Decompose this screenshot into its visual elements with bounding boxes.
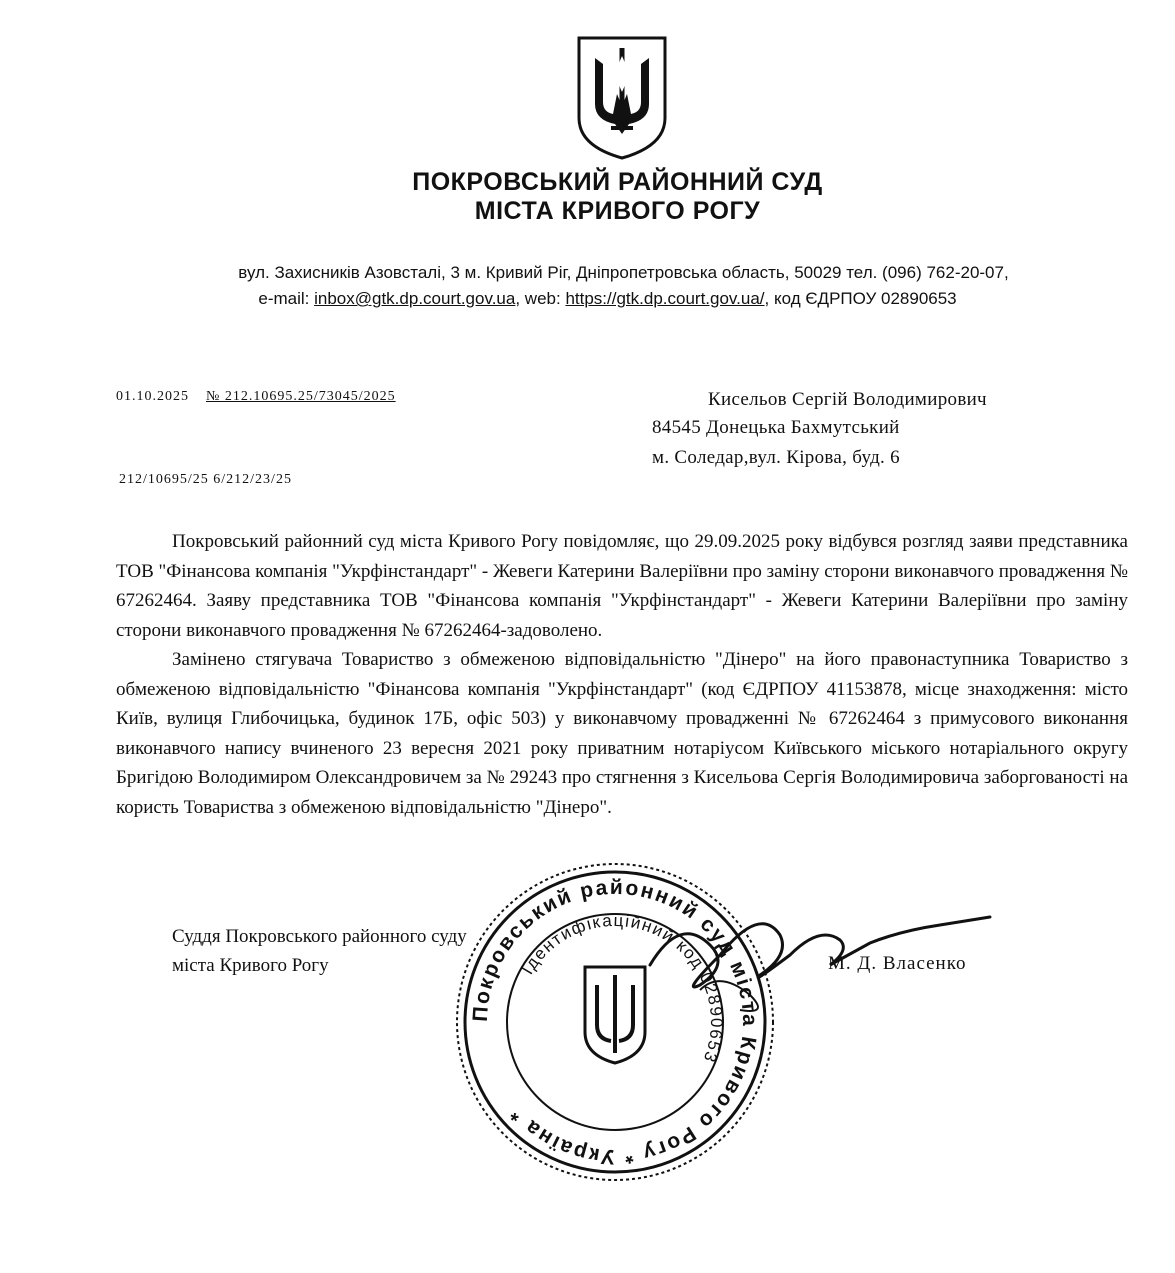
body-paragraph-2: Замінено стягувача Товариство з обмеженою відповідальністю "Дінеро" на його правонаступника Товариство з обмеженою відповідальністю "Фінансова компанія "Укрфінстандарт" (код ЄДРПОУ 41153878, місце знаходження: місто Київ, вулиця Глибочицька, будинок 17Б, офіс 503) у виконавчому провадженні № 67262464 з примусового виконання виконавчого напису вчиненого 23 вересня 2021 року приватним нотаріусом Київського міського нотаріального округу Бригідою Володимиром Олександровичем за № 29243 про стягнення з Кисельова Сергія Володимировича заборгованості на користь Товариства з обмеженою відповідальністю "Дінеро". xyxy=(116,649,1128,818)
trident-emblem-icon xyxy=(575,34,669,160)
court-address: вул. Захисників Азовсталі, 3 м. Кривий Ріг, Дніпропетровська область, 50029 тел. (096) 762-20-07, xyxy=(238,263,1009,282)
outgoing-number: № 212.10695.25/73045/2025 xyxy=(206,389,396,404)
web-link[interactable]: https://gtk.dp.court.gov.ua/ xyxy=(565,289,765,308)
addressee-region: 84545 Донецька Бахмутський xyxy=(652,417,900,438)
email-link[interactable]: inbox@gtk.dp.court.gov.ua xyxy=(314,289,516,308)
web-label: web: xyxy=(524,289,561,308)
addressee-street: м. Соледар,вул. Кірова, буд. 6 xyxy=(652,447,900,468)
case-number: 212/10695/25 6/212/23/25 xyxy=(119,472,292,487)
body-paragraph-1: Покровський районний суд міста Кривого Рогу повідомляє, що 29.09.2025 року відбувся розгляд заяви представника ТОВ "Фінансова компанія "Укрфінстандарт" - Жевеги Катерини Валеріївни про заміну сторони виконавчого провадження № 67262464. Заяву представника ТОВ "Фінансова компанія "Укрфінстандарт" - Жевеги Катерини Валеріївни про заміну сторони виконавчого провадження № 67262464-задоволено. xyxy=(116,531,1128,641)
court-city: МІСТА КРИВОГО РОГУ xyxy=(474,197,761,225)
seal-outer-text: Покровський районний суд міста Кривого Рогу * Україна * xyxy=(468,875,762,1169)
outgoing-date: 01.10.2025 xyxy=(116,389,189,404)
judge-signature-icon xyxy=(640,895,1000,1035)
seal-inner-text: Ідентифікаційний код 02890653 xyxy=(517,910,727,1066)
judge-name: М. Д. Власенко xyxy=(828,953,967,974)
addressee-name: Кисельов Сергій Володимирович xyxy=(708,389,987,410)
email-label: e-mail: xyxy=(258,289,310,308)
judge-title xyxy=(172,922,467,980)
court-contacts: e-mail: inbox@gtk.dp.court.gov.ua, web: https://gtk.dp.court.gov.ua/, код ЄДРПОУ 02890653 xyxy=(258,289,957,308)
court-name: ПОКРОВСЬКИЙ РАЙОННИЙ СУД xyxy=(412,168,823,196)
judge-title-line2: міста Кривого Рогу xyxy=(172,955,329,976)
judge-title-line1: Суддя Покровського районного суду xyxy=(172,926,467,947)
edrpou-code: код ЄДРПОУ 02890653 xyxy=(773,289,957,308)
letter-body xyxy=(116,527,1128,822)
